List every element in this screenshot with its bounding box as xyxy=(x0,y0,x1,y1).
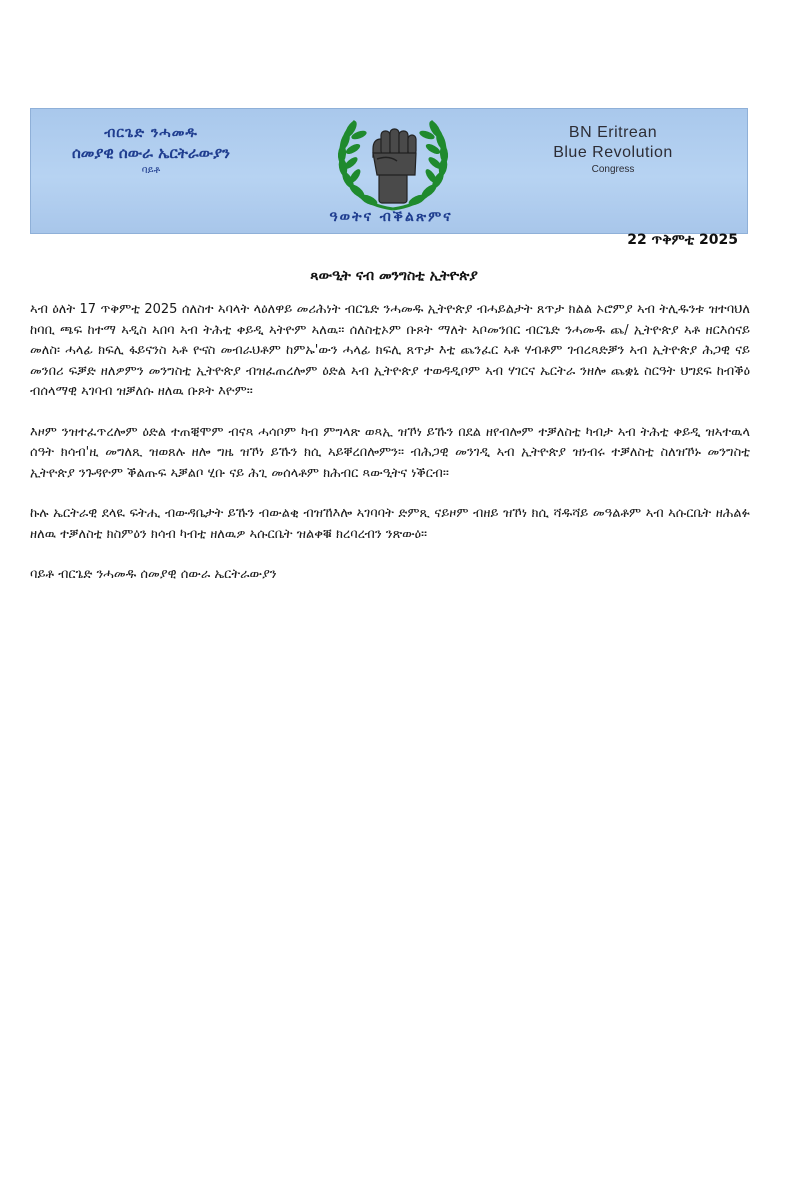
document-title: ጻውዒት ናብ መንግስቲ ኢትዮጵያ xyxy=(310,268,478,284)
document-date: 22 ጥቅምቲ 2025 xyxy=(627,232,738,248)
document-body xyxy=(30,300,750,606)
org-name-line3: ባይቶ xyxy=(141,165,161,176)
header-banner xyxy=(30,108,748,234)
header-right-block xyxy=(493,123,733,177)
header-left-block xyxy=(31,123,271,179)
org-english-line3: Congress xyxy=(591,164,635,175)
org-name-line2: ሰመያዊ ሰውራ ኤርትራውያን xyxy=(71,144,231,162)
raised-fist-laurel-icon xyxy=(293,109,493,213)
paragraph: እዞም ንዝተፈጥረሎም ዕድል ተጠቒሞም ብናጻ ሓሳቦም ካብ ምግላጽ ወጻኢ ዝኾነ ይኹን በደል ዘየብሎም ተቓለስቲ ካብታ ኣብ ትሕቲ ቀይዲ ዝኣተዉላ ሰዓት ክሳብ'ዚ መግለጺ ዝወጸሉ ዘሎ ግዜ ዝኾነ ይኹን ክሲ ኣይቐረበሎምን። ብሕጋዊ መንገዲ ኣብ ኢትዮጵያ ዝነብሩ ተቓለስቲ ስለዝኾኑ መንግስቲ ኢትዮጵያ ንጉዳዮም ቕልጡፍ ኣቓልቦ ሂቡ ናይ ሕጊ መሰላቶም ክሕብር ጻውዒትና ነቕርብ። xyxy=(30,424,750,481)
signature-line: ባይቶ ብርጌድ ንሓመዱ ሰመያዊ ሰውራ ኤርትራውያን xyxy=(30,567,277,582)
motto-text: ዓወትና ብቕልጽምና xyxy=(329,209,453,225)
paragraph: ኣብ ዕለት 17 ጥቅምቲ 2025 ሰለስተ ኣባላት ላዕለዋይ መሪሕነት ብርጌድ ንሓመዱ ኢትዮጵያ ብሓይልታት ጸጥታ ክልል ኦሮምያ ኣብ ትሊዱንቱ ዝተባህለ ከባቢ ጫፍ ከተማ ኣዲስ ኣበባ ኣብ ትሕቲ ቀይዲ ኣትዮም ኣለዉ። ሰለስቲኦም ቡጾት ማለት ኣቦመንበር ብርጌድ ንሓመዱ ጨ/ ኢትዮጵያ ኣቶ ዘርእሰናይ መለስ፡ ሓላፊ ክፍሊ ፋይናንስ ኣቶ ዮናስ መብራህቶም ከምኡ'ውን ሓላፊ ክፍሊ ጸጥታ እቲ ጨንፈር ኣቶ ሃብቶም ገብረጻድቓን ኣብ ኢትዮጵያ ሕጋዊ ናይ መንበሪ ፍቓድ ዘለዎምን መንግስቲ ኢትዮጵያ ብዝፈጠረሎም ዕድል ኣብ ኢትዮጵያ ተወዳዲቦም ኣብ ሃገርና ኤርትራ ንዘሎ ጨቋኒ ስርዓት ህግደፍ ከብቕዕ ብሰላማዊ ኣገባብ ዝቓለሱ ዘለዉ ቡጾት እዮም። xyxy=(30,302,750,399)
org-english-line2: Blue Revolution xyxy=(553,144,673,161)
paragraph: ኩሉ ኤርትራዊ ደላዪ ፍትሒ ብውዳቤታት ይኹን ብውልቂ ብዝኸእሎ ኣገባባት ድምጺ ናይዞም ብዘይ ዝኾነ ክሲ ሻዱሻይ መዓልቶም ኣብ ኣሱርቤት ዘሕልፉ ዘለዉ ተቓለስቲ ክስምዕን ክሳብ ካብቲ ዘለዉዎ ኣሱርቤት ዝልቀቑ ክረባረብን ንጽውዕ። xyxy=(30,506,750,542)
org-name-line1: ብርጌድ ንሓመዱ xyxy=(104,125,198,141)
org-english-line1: BN Eritrean xyxy=(568,124,658,141)
